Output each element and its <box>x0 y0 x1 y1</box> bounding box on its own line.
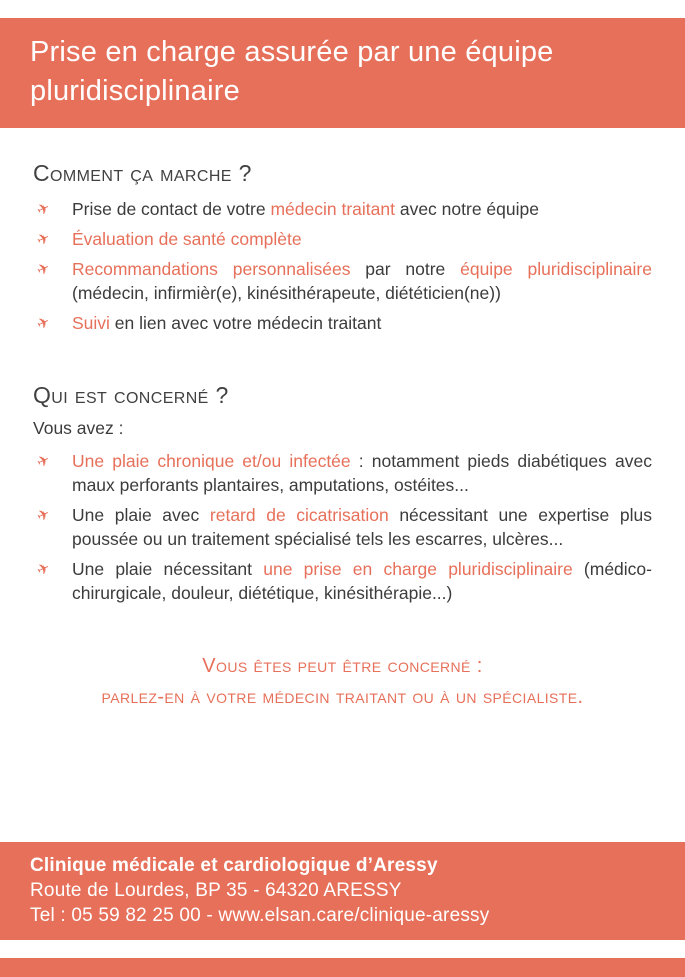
text-segment: (médecin, infirmièr(e), kinésithérapeute, diététicien(ne)) <box>72 283 501 303</box>
who-list <box>33 449 652 605</box>
text-segment: une prise en charge pluridisciplinaire <box>263 559 573 579</box>
bottom-accent-strip <box>0 958 685 977</box>
list-item-text <box>72 311 652 335</box>
list-item-text <box>72 449 652 497</box>
page-title: Prise en charge assurée par une équipe pluridisciplinaire <box>30 36 554 107</box>
section-who-concerned <box>33 380 652 605</box>
list-item <box>33 449 652 497</box>
callout-note <box>33 651 652 713</box>
callout-line-1: Vous êtes peut être concerné : <box>202 655 483 677</box>
text-segment: : notamment pieds diabétiques avec maux perforants plantaires, amputations, ostéites... <box>72 451 652 495</box>
clinic-name: Clinique médicale et cardiologique d’Aressy <box>30 855 438 876</box>
list-item-text <box>72 257 652 305</box>
section-heading-how: Comment ça marche ? <box>33 160 252 186</box>
text-segment: par notre <box>350 259 461 279</box>
list-item-text <box>72 503 652 551</box>
list-item <box>33 227 652 251</box>
text-segment: équipe pluridisciplinaire <box>460 259 652 279</box>
list-item-text <box>72 197 652 221</box>
section-heading-who: Qui est concerné ? <box>33 382 229 408</box>
plane-bullet-icon: ✈ <box>33 504 53 526</box>
callout-line-2: parlez-en à votre médecin traitant ou à un spécialiste. <box>101 686 584 708</box>
list-item <box>33 197 652 221</box>
text-segment: Une plaie avec <box>72 505 210 525</box>
list-item <box>33 257 652 305</box>
list-item <box>33 503 652 551</box>
text-segment: en lien avec votre médecin traitant <box>109 313 382 333</box>
text-segment: (médico-chirurgicale, douleur, diététique, kinésithérapie...) <box>72 559 652 603</box>
footer-contact-block <box>0 842 685 940</box>
plane-bullet-icon: ✈ <box>33 450 53 472</box>
page-title-banner <box>0 18 685 128</box>
section-how-it-works <box>33 158 652 335</box>
plane-bullet-icon: ✈ <box>33 258 53 280</box>
text-segment: Recommandations personnalisées <box>72 259 351 279</box>
text-segment: Une plaie nécessitant <box>72 559 264 579</box>
plane-bullet-icon: ✈ <box>33 228 53 250</box>
how-list <box>33 197 652 335</box>
intro-text: Vous avez : <box>33 418 124 438</box>
text-segment: Une plaie chronique et/ou infectée <box>72 451 351 471</box>
list-item <box>33 311 652 335</box>
text-segment: Évaluation de santé complète <box>72 229 302 249</box>
main-content <box>0 158 685 713</box>
text-segment: retard de cicatrisation <box>209 505 389 525</box>
text-segment: Suivi <box>72 313 110 333</box>
text-segment: Prise de contact de votre <box>72 199 271 219</box>
list-item-text <box>72 557 652 605</box>
list-item-text <box>72 227 652 251</box>
clinic-address: Route de Lourdes, BP 35 - 64320 ARESSY <box>30 880 402 901</box>
text-segment: médecin traitant <box>270 199 395 219</box>
text-segment: nécessitant une expertise plus poussée ou un traitement spécialisé tels les escarres, ulcères... <box>72 505 652 549</box>
list-item <box>33 557 652 605</box>
text-segment: avec notre équipe <box>394 199 539 219</box>
clinic-phone-web: Tel : 05 59 82 25 00 - www.elsan.care/clinique-aressy <box>30 905 490 926</box>
plane-bullet-icon: ✈ <box>33 198 53 220</box>
plane-bullet-icon: ✈ <box>33 312 53 334</box>
plane-bullet-icon: ✈ <box>33 558 53 580</box>
